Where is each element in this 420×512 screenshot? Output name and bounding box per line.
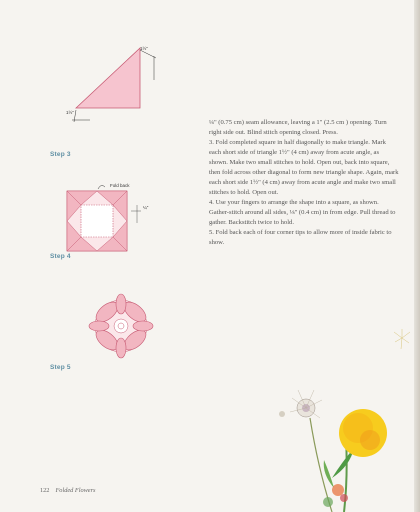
page-footer [40,487,96,494]
step4-fold-back-callout: Fold back [110,183,130,188]
instruction-step-5: 5. Fold back each of four corner tips to allow more of inside fabric to show. [209,229,392,246]
book-title: Folded Flowers [55,487,96,494]
step3-top-dimension: 1½" [140,46,148,51]
instruction-continuation: ¼" (0.75 cm) seam allowance, leaving a 1" (2.5 cm ) opening. Turn right side out. Blind stitch opening closed. Press. [209,119,387,136]
step3-left-dimension: 1½" [66,110,74,115]
small-dandelion-seed-illustration [392,328,412,350]
step4-square-diagram [65,185,165,255]
page-spine-shadow [414,0,420,512]
instruction-step-3: 3. Fold completed square in half diagonally to make triangle. Mark each short side of triangle 1½" (4 cm) away from acute angle, as shown. Make two small stitches to hold. Open out, back into square, then fold across other diagonal to form new triangle shape. Again, mark each short side 1½" (4 cm) away from acute angle and make two small stitches to hold. Open out. [209,139,399,196]
step4-label: Step 4 [50,253,71,260]
instruction-step-4: 4. Use your fingers to arrange the shape into a square, as shown. Gather-stitch around all sides, ⅛" (0.4 cm) in from edge. Pull thread to gather. Backstitch twice to hold. [209,199,396,226]
step5-label: Step 5 [50,364,71,371]
watercolor-flowers-illustration [262,378,412,512]
step4-dimension: ¼" [143,205,149,210]
step3-triangle-diagram [60,40,170,130]
step3-label: Step 3 [50,151,71,158]
instructions-text [209,118,399,248]
page-number: 122 [40,487,50,494]
step5-flower-diagram [85,290,165,360]
